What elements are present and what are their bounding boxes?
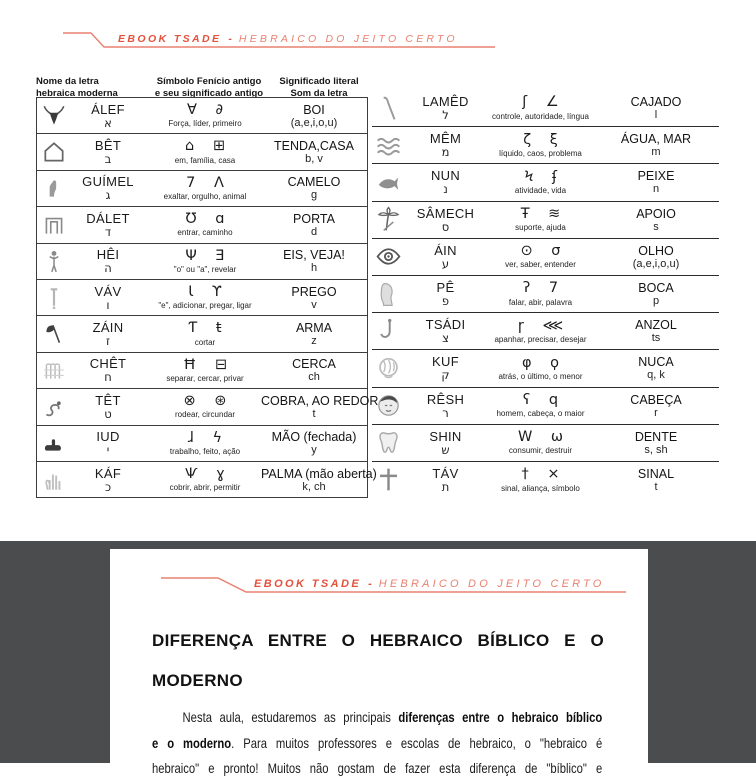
ancient-meaning: Força, líder, primeiro bbox=[168, 119, 242, 129]
header-literal-meaning: Significado literal Som da letra bbox=[279, 76, 359, 100]
header-letter-name: Nome da letra hebraica moderna bbox=[36, 76, 118, 100]
literal-cell bbox=[261, 139, 367, 165]
letter-name: NUN bbox=[430, 168, 461, 184]
letter-sound: t bbox=[312, 407, 316, 420]
literal-cell bbox=[261, 212, 367, 238]
hebrew-letter: י bbox=[106, 443, 110, 458]
letter-sound: d bbox=[310, 225, 318, 238]
letter-name-cell bbox=[372, 94, 488, 123]
phoenician-symbols: Ψ Ǝ bbox=[185, 247, 225, 264]
ancient-meaning: rodear, circundar bbox=[174, 410, 236, 420]
literal-meaning: PEIXE bbox=[637, 169, 675, 184]
phoenician-cell bbox=[149, 394, 261, 419]
phoenician-symbols: Ɩ ϒ bbox=[188, 284, 222, 301]
phoenician-symbols: Ŧ ≋ bbox=[520, 206, 561, 223]
letter-row bbox=[372, 239, 719, 276]
literal-cell bbox=[261, 357, 367, 383]
letter-name: SÂMECH bbox=[416, 205, 475, 221]
letter-row bbox=[37, 98, 367, 134]
brand-text bbox=[254, 578, 605, 590]
letter-sound: m bbox=[651, 146, 661, 159]
paragraph-line: hebraico" e pronto! Muitos não gostam de fazer esta diferença de "bíblico" e bbox=[152, 760, 603, 776]
literal-cell bbox=[593, 318, 719, 344]
hebrew-letter: מ bbox=[441, 145, 450, 160]
letter-row bbox=[37, 389, 379, 425]
letter-name-cell bbox=[372, 317, 488, 346]
phoenician-cell bbox=[149, 139, 261, 164]
letter-row bbox=[372, 127, 719, 164]
hebrew-letter: ד bbox=[104, 224, 112, 239]
phoenician-cell bbox=[488, 393, 593, 418]
fence-icon bbox=[41, 357, 67, 383]
phoenician-cell bbox=[488, 207, 593, 232]
literal-cell bbox=[593, 467, 719, 493]
letter-row bbox=[37, 171, 367, 207]
ebook-header bbox=[160, 575, 626, 595]
letter-sound: v bbox=[311, 298, 317, 311]
hebrew-letter: ק bbox=[441, 368, 450, 383]
phoenician-symbols: ⊙ σ bbox=[520, 243, 561, 260]
phoenician-symbols: ɺ ϟ bbox=[187, 429, 223, 446]
letter-row bbox=[37, 280, 367, 316]
letter-name: KUF bbox=[432, 354, 459, 370]
brand-title: EBOOK TSADE bbox=[254, 578, 362, 590]
phoenician-cell bbox=[488, 170, 593, 195]
letter-row bbox=[37, 426, 367, 462]
letter-name-cell bbox=[372, 280, 488, 309]
literal-cell bbox=[261, 103, 367, 129]
literal-cell bbox=[593, 281, 719, 307]
literal-meaning: NUCA bbox=[638, 355, 674, 370]
letter-name-cell bbox=[372, 242, 488, 271]
hebrew-letter: ב bbox=[104, 152, 112, 167]
literal-cell bbox=[593, 244, 719, 270]
letter-name: ÁIN bbox=[434, 242, 457, 258]
hebrew-letter: נ bbox=[443, 182, 448, 197]
letter-sound: l bbox=[654, 109, 658, 122]
ancient-meaning: atividade, vida bbox=[514, 186, 567, 196]
phoenician-symbols: ζ ξ bbox=[523, 131, 558, 148]
letter-sound: p bbox=[652, 295, 660, 308]
letter-name: RÊSH bbox=[426, 391, 465, 407]
phoenician-cell bbox=[488, 133, 593, 158]
phoenician-symbols: 7 Λ bbox=[186, 174, 224, 191]
ancient-meaning: trabalho, feito, ação bbox=[169, 446, 241, 456]
letter-name: MÊM bbox=[429, 131, 462, 147]
literal-meaning: CAMELO bbox=[287, 175, 341, 190]
letter-name-cell bbox=[37, 174, 149, 202]
paragraph-line: Nesta aula, estudaremos as principais diferenças entre o hebraico bíblico bbox=[182, 709, 603, 725]
letter-name: GUÍMEL bbox=[82, 174, 134, 190]
phoenician-symbols: Ʊ ɑ bbox=[185, 211, 225, 228]
literal-cell bbox=[261, 321, 367, 347]
letter-sound: ts bbox=[651, 332, 661, 345]
literal-meaning: TENDA,CASA bbox=[274, 139, 354, 154]
letter-row bbox=[37, 207, 367, 243]
hook-icon bbox=[374, 317, 403, 346]
literal-cell bbox=[261, 430, 367, 456]
brand-dash: - bbox=[228, 33, 232, 45]
phoenician-symbols: Ħ ⊟ bbox=[182, 356, 228, 373]
camel-icon bbox=[41, 175, 67, 201]
ancient-meaning: consumir, destruir bbox=[508, 446, 573, 456]
letter-name: ZÁIN bbox=[92, 320, 124, 336]
letter-row bbox=[37, 462, 377, 497]
letter-row bbox=[372, 313, 719, 350]
letter-row bbox=[372, 276, 719, 313]
literal-cell bbox=[261, 175, 367, 201]
cross-icon bbox=[374, 465, 403, 494]
ancient-meaning: cobrir, abrir, permitir bbox=[169, 483, 241, 493]
letter-name-cell bbox=[37, 393, 149, 421]
hebrew-letter: ט bbox=[104, 406, 112, 421]
letter-name-cell bbox=[37, 429, 149, 457]
brand-text bbox=[118, 33, 458, 45]
head-back-icon bbox=[374, 354, 403, 383]
hebrew-letter: א bbox=[104, 115, 112, 130]
phoenician-cell bbox=[149, 176, 261, 201]
phoenician-symbols: ⊗ ⊛ bbox=[183, 393, 227, 410]
letter-sound: b, v bbox=[305, 153, 323, 166]
letter-sound: s bbox=[653, 220, 659, 233]
literal-cell bbox=[593, 132, 719, 158]
ebook-header bbox=[62, 30, 495, 50]
ancient-meaning: ver, saber, entender bbox=[505, 260, 576, 270]
letter-name-cell bbox=[37, 211, 149, 239]
fist-icon bbox=[41, 430, 67, 456]
letter-name-cell bbox=[37, 356, 149, 384]
letter-name: TÁV bbox=[432, 465, 459, 481]
phoenician-cell bbox=[488, 95, 593, 120]
phoenician-symbols: ɼ ⋘ bbox=[517, 317, 564, 334]
letter-name: PÊ bbox=[436, 280, 455, 296]
letter-sound: g bbox=[310, 189, 318, 202]
literal-meaning: CAJADO bbox=[630, 95, 682, 110]
hebrew-letter: ס bbox=[441, 219, 450, 234]
ancient-meaning: exaltar, orgulho, animal bbox=[163, 192, 247, 202]
ancient-meaning: cortar bbox=[194, 337, 216, 347]
phoenician-symbols: ∀ ∂ bbox=[186, 102, 224, 119]
letter-sound: h bbox=[310, 262, 318, 275]
phoenician-cell bbox=[149, 285, 261, 310]
literal-meaning: PORTA bbox=[293, 211, 335, 226]
bull-icon bbox=[41, 103, 67, 129]
letter-sound: t bbox=[654, 480, 658, 493]
phoenician-cell bbox=[488, 356, 593, 381]
waves-icon bbox=[374, 131, 403, 160]
page-background bbox=[0, 541, 756, 776]
phoenician-symbols: Ƭ ŧ bbox=[188, 320, 222, 337]
literal-meaning: APOIO bbox=[636, 206, 676, 221]
phoenician-cell bbox=[149, 431, 261, 456]
tooth-icon bbox=[374, 428, 403, 457]
ancient-meaning: sinal, aliança, símbolo bbox=[501, 483, 580, 493]
ancient-meaning: "o" ou "a", revelar bbox=[173, 264, 237, 274]
letter-name-cell bbox=[372, 131, 488, 160]
literal-meaning: ÁGUA, MAR bbox=[620, 132, 692, 147]
ancient-meaning: falar, abir, palavra bbox=[508, 297, 573, 307]
ancient-meaning: homem, cabeça, o maior bbox=[496, 409, 585, 419]
literal-cell bbox=[261, 466, 377, 493]
tree-icon bbox=[374, 205, 403, 234]
letter-sound: s, sh bbox=[644, 443, 668, 456]
letter-name-cell bbox=[37, 320, 149, 348]
mouth-icon bbox=[374, 280, 403, 309]
literal-meaning: ARMA bbox=[295, 321, 333, 336]
literal-cell bbox=[261, 285, 367, 311]
hebrew-letter: ח bbox=[104, 370, 112, 385]
phoenician-cell bbox=[149, 212, 261, 237]
phoenician-cell bbox=[488, 467, 593, 492]
title-line-1: DIFERENÇA ENTRE O HEBRAICO BÍBLICO E O bbox=[152, 631, 604, 650]
phoenician-cell bbox=[488, 430, 593, 455]
face-icon bbox=[374, 391, 403, 420]
literal-cell bbox=[593, 95, 719, 121]
letter-name-cell bbox=[372, 391, 488, 420]
document-title bbox=[152, 629, 604, 693]
eye-icon bbox=[374, 242, 403, 271]
letter-name: HÊI bbox=[96, 247, 120, 263]
document-page bbox=[110, 549, 648, 776]
letter-sound: r bbox=[654, 406, 658, 419]
letter-name: LAMÊD bbox=[422, 94, 469, 110]
letter-name: ÁLEF bbox=[91, 101, 125, 117]
hebrew-letter: כ bbox=[104, 479, 112, 494]
ancient-meaning: atrás, o último, o menor bbox=[498, 372, 583, 382]
phoenician-symbols: φ ϙ bbox=[521, 354, 560, 371]
letter-row bbox=[37, 353, 367, 389]
letter-name-cell bbox=[372, 354, 488, 383]
literal-cell bbox=[593, 355, 719, 381]
letter-name: BÊT bbox=[94, 138, 122, 154]
letter-name-cell bbox=[37, 284, 149, 312]
literal-cell bbox=[261, 248, 367, 274]
phoenician-cell bbox=[149, 358, 261, 383]
literal-meaning: PALMA (mão aberta) bbox=[261, 466, 377, 481]
hebrew-letters-table-right bbox=[372, 90, 719, 498]
letter-sound: k, ch bbox=[302, 480, 326, 493]
nail-icon bbox=[41, 285, 67, 311]
letter-row bbox=[372, 388, 719, 425]
letter-row bbox=[37, 244, 367, 280]
letter-row bbox=[37, 134, 367, 170]
literal-meaning: BOI bbox=[303, 102, 325, 117]
phoenician-symbols: Ѱ ɣ bbox=[185, 465, 225, 482]
phoenician-cell bbox=[488, 244, 593, 269]
literal-cell bbox=[593, 430, 719, 456]
letter-sound: (a,e,i,o,u) bbox=[290, 116, 338, 129]
snake-icon bbox=[41, 394, 67, 420]
fish-icon bbox=[374, 168, 403, 197]
phoenician-symbols: ʕ q bbox=[522, 391, 559, 408]
literal-meaning: OLHO bbox=[638, 243, 674, 258]
literal-meaning: CABEÇA bbox=[630, 392, 682, 407]
literal-meaning: MÃO (fechada) bbox=[271, 430, 357, 445]
ancient-meaning: separar, cercar, privar bbox=[166, 374, 244, 384]
letter-name-cell bbox=[372, 205, 488, 234]
phoenician-cell bbox=[149, 249, 261, 274]
letter-name: TSÁDI bbox=[425, 317, 466, 333]
phoenician-cell bbox=[149, 103, 261, 128]
literal-cell bbox=[593, 207, 719, 233]
header-phoenician-symbol: Símbolo Fenício antigo e seu significado antigo bbox=[154, 76, 264, 100]
phoenician-cell bbox=[149, 467, 261, 492]
letter-row bbox=[372, 462, 719, 498]
letter-name-cell bbox=[372, 428, 488, 457]
ancient-meaning: suporte, ajuda bbox=[515, 223, 566, 233]
letter-name: SHIN bbox=[429, 428, 462, 444]
phoenician-symbols: ʃ ∠ bbox=[522, 94, 559, 111]
phoenician-cell bbox=[149, 321, 261, 346]
literal-meaning: SINAL bbox=[637, 466, 675, 481]
title-line-2: MODERNO bbox=[152, 671, 243, 690]
literal-cell bbox=[593, 169, 719, 195]
letter-row bbox=[372, 164, 719, 201]
letter-sound: (a,e,i,o,u) bbox=[632, 257, 680, 270]
hebrew-letter: ע bbox=[441, 256, 450, 271]
hebrew-letter: ז bbox=[106, 334, 110, 349]
brand-subtitle: HEBRAICO DO JEITO CERTO bbox=[238, 33, 458, 45]
hebrew-letter: צ bbox=[442, 331, 449, 346]
hebrew-letter: ה bbox=[104, 261, 112, 276]
letter-row bbox=[372, 350, 719, 387]
phoenician-cell bbox=[488, 319, 593, 344]
letter-name-cell bbox=[37, 247, 149, 275]
literal-meaning: EIS, VEJA! bbox=[283, 248, 345, 263]
door-icon bbox=[41, 212, 67, 238]
literal-meaning: BOCA bbox=[638, 281, 674, 296]
letter-name-cell bbox=[37, 102, 149, 130]
hebrew-letters-table-left bbox=[36, 97, 379, 498]
literal-meaning: CERCA bbox=[292, 357, 336, 372]
literal-meaning: ANZOL bbox=[635, 318, 677, 333]
phoenician-cell bbox=[488, 281, 593, 306]
letter-name: DÁLET bbox=[86, 210, 130, 226]
hebrew-letter: ג bbox=[105, 188, 111, 203]
ancient-meaning: controle, autoridade, língua bbox=[492, 111, 589, 121]
phoenician-symbols: ʔ 7 bbox=[522, 280, 559, 297]
brand-subtitle: HEBRAICO DO JEITO CERTO bbox=[378, 578, 605, 590]
hebrew-letter: ל bbox=[442, 108, 449, 123]
ancient-meaning: em, família, casa bbox=[174, 155, 236, 165]
person-icon bbox=[41, 248, 67, 274]
letter-sound: n bbox=[652, 183, 660, 196]
ancient-meaning: apanhar, precisar, desejar bbox=[494, 334, 587, 344]
literal-meaning: COBRA, AO REDOR bbox=[261, 393, 379, 408]
letter-name: CHÊT bbox=[89, 356, 127, 372]
letter-name: VÁV bbox=[94, 283, 122, 299]
staff-icon bbox=[374, 94, 403, 123]
literal-meaning: PREGO bbox=[291, 284, 337, 299]
letter-row bbox=[37, 316, 367, 352]
literal-meaning: DENTE bbox=[634, 429, 678, 444]
hebrew-letter: ת bbox=[441, 479, 450, 494]
hebrew-letter: ר bbox=[442, 405, 449, 420]
letter-sound: z bbox=[311, 335, 317, 348]
letter-name: TÊT bbox=[95, 392, 121, 408]
letter-name-cell bbox=[37, 138, 149, 166]
letter-name-cell bbox=[37, 466, 149, 494]
brand-dash: - bbox=[368, 578, 372, 590]
letter-name-cell bbox=[372, 465, 488, 494]
letter-name: KÁF bbox=[94, 465, 122, 481]
literal-cell bbox=[261, 393, 379, 420]
letter-sound: y bbox=[311, 444, 317, 457]
hebrew-letter: ש bbox=[441, 442, 450, 457]
letter-name: IUD bbox=[96, 429, 120, 445]
palm-icon bbox=[41, 467, 67, 493]
letter-sound: ch bbox=[308, 371, 320, 384]
hebrew-letter: פ bbox=[441, 294, 450, 309]
brand-title: EBOOK TSADE bbox=[118, 33, 222, 45]
document-paragraph bbox=[152, 705, 604, 782]
phoenician-symbols: ⌂ ⊞ bbox=[185, 138, 225, 155]
letter-row bbox=[372, 202, 719, 239]
phoenician-symbols: W ω bbox=[517, 429, 564, 446]
ancient-meaning: líquido, caos, problema bbox=[499, 148, 582, 158]
letter-row bbox=[372, 90, 719, 127]
ancient-meaning: entrar, caminho bbox=[177, 228, 233, 238]
axe-icon bbox=[41, 321, 67, 347]
literal-cell bbox=[593, 393, 719, 419]
letter-row bbox=[372, 425, 719, 462]
letter-name-cell bbox=[372, 168, 488, 197]
phoenician-symbols: † × bbox=[521, 466, 560, 483]
hebrew-letter: ו bbox=[106, 297, 110, 312]
house-icon bbox=[41, 139, 67, 165]
ancient-meaning: "e", adicionar, pregar, ligar bbox=[158, 301, 252, 311]
letter-sound: q, k bbox=[647, 369, 665, 382]
phoenician-symbols: Ϟ ʄ bbox=[523, 168, 558, 185]
paragraph-line: e o moderno. Para muitos professores e escolas de hebraico, o "hebraico é bbox=[152, 734, 603, 751]
